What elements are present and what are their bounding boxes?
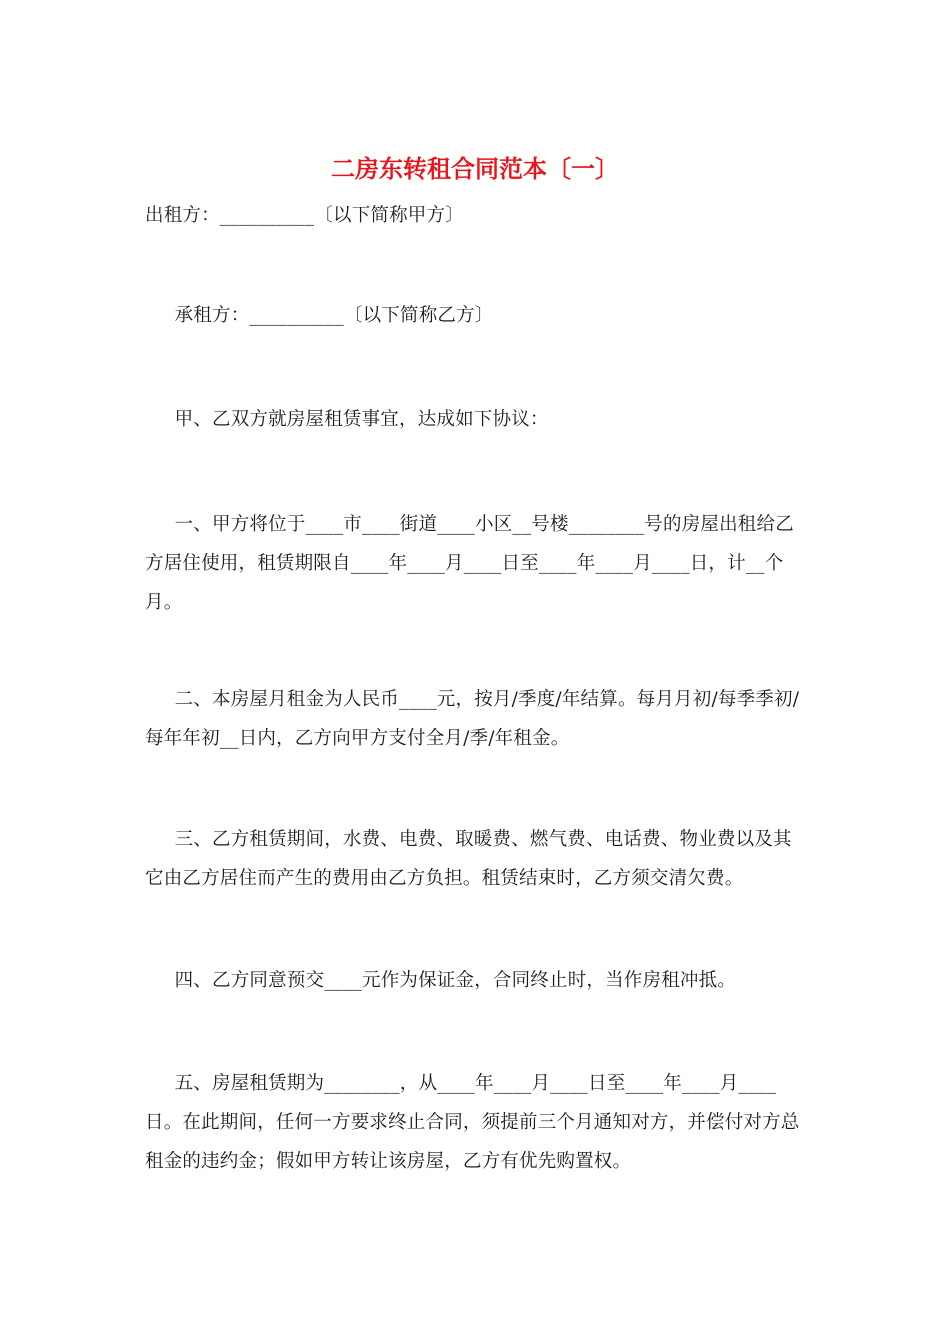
clause-2-paragraph: 二、本房屋月租金为人民币____元，按月/季度/年结算。每月月初/每季季初/每年年初__日内，乙方向甲方支付全月/季/年租金。 (145, 689, 800, 749)
document-title: 二房东转租合同范本〔一〕 (331, 154, 619, 183)
clause-4-paragraph: 四、乙方同意预交____元作为保证金，合同终止时，当作房租冲抵。 (174, 970, 736, 991)
clause-5-paragraph: 五、房屋租赁期为________，从____年____月____日至____年____月____日。在此期间，任何一方要求终止合同，须提前三个月通知对方，并偿付对方总租金的违约金；假如甲方转让该房屋，乙方有优先购置权。 (145, 1073, 800, 1172)
clause-1-paragraph: 一、甲方将位于____市____街道____小区__号楼________号的房屋出租给乙方居住使用，租赁期限自____年____月____日至____年____月____日，计__个月。 (145, 514, 794, 613)
lessee-line: 承租方：__________〔以下简称乙方〕 (174, 305, 494, 326)
lessor-line: 出租方：__________〔以下简称甲方〕 (145, 205, 464, 226)
intro-paragraph: 甲、乙双方就房屋租赁事宜，达成如下协议： (174, 409, 549, 430)
clause-3-paragraph: 三、乙方租赁期间，水费、电费、取暖费、燃气费、电话费、物业费以及其它由乙方居住而产生的费用由乙方负担。租赁结束时，乙方须交清欠费。 (145, 829, 792, 889)
